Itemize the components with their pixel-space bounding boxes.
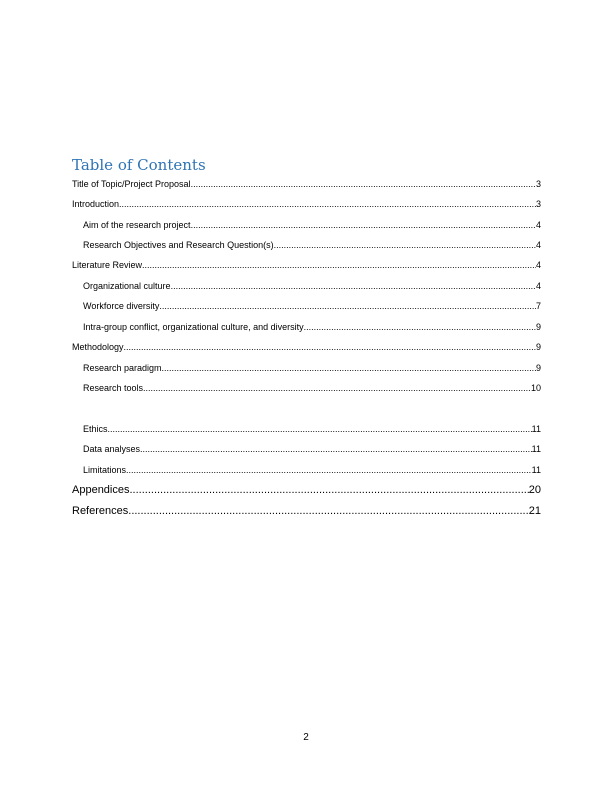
toc-entry-page: 7 (535, 301, 541, 311)
toc-entry-label: Data analyses (83, 444, 141, 454)
toc-entry-page: 9 (535, 363, 541, 373)
toc-entry-intra-group-conflict[interactable] (72, 321, 541, 333)
toc-entry-research-objectives[interactable] (72, 239, 541, 251)
toc-entry-page: 11 (531, 424, 541, 434)
toc-entry-page: 21 (528, 505, 541, 517)
dot-leader (140, 443, 532, 455)
toc-entry-research-tools[interactable] (72, 382, 541, 394)
toc-title: Table of Contents (72, 156, 206, 174)
toc-entry-label: Title of Topic/Project Proposal (72, 179, 191, 189)
toc-entry-organizational-culture[interactable] (72, 280, 541, 292)
toc-entry-label: Aim of the research project (83, 220, 191, 230)
dot-leader (171, 280, 536, 292)
toc-entry-references[interactable] (72, 504, 541, 518)
toc-entry-label: Research tools (83, 383, 144, 393)
toc-entry-label: Research Objectives and Research Question(s) (83, 240, 274, 250)
toc-entry-label: Organizational culture (83, 281, 171, 291)
dot-leader (124, 341, 536, 353)
dot-leader (126, 464, 532, 476)
dot-leader (130, 483, 529, 497)
dot-leader (274, 239, 536, 251)
toc-entry-label: Appendices (72, 484, 130, 496)
toc-entry-label: Workforce diversity (83, 301, 160, 311)
toc-entry-page: 10 (530, 383, 541, 393)
toc-entry-research-paradigm[interactable] (72, 362, 541, 374)
toc-entry-label: Limitations (83, 465, 127, 475)
toc-entry-label: Intra-group conflict, organizational culture, and diversity (83, 322, 304, 332)
toc-entry-label: Literature Review (72, 260, 143, 270)
toc-entry-page: 4 (535, 220, 541, 230)
page-number: 2 (303, 732, 309, 743)
toc-entry-appendices[interactable] (72, 483, 541, 497)
dot-leader (119, 198, 536, 210)
dot-leader (191, 178, 536, 190)
toc-entry-page: 3 (535, 199, 541, 209)
toc-entry-page: 4 (535, 281, 541, 291)
toc-entry-page: 11 (531, 444, 541, 454)
toc-entry-workforce-diversity[interactable] (72, 300, 541, 312)
dot-leader (108, 423, 532, 435)
dot-leader (143, 382, 531, 394)
toc-entry-page: 4 (535, 260, 541, 270)
dot-leader (304, 321, 536, 333)
toc-entry-page: 9 (535, 342, 541, 352)
toc-entry-page: 4 (535, 240, 541, 250)
toc-entry-label: Research paradigm (83, 363, 162, 373)
table-of-contents (72, 0, 541, 792)
toc-entry-title-of-topic[interactable] (72, 178, 541, 190)
toc-entry-literature-review[interactable] (72, 259, 541, 271)
toc-entry-ethics[interactable] (72, 423, 541, 435)
toc-entry-page: 20 (528, 484, 541, 496)
toc-entry-data-analyses[interactable] (72, 443, 541, 455)
dot-leader (128, 504, 528, 518)
dot-leader (142, 259, 536, 271)
dot-leader (191, 219, 536, 231)
toc-entry-methodology[interactable] (72, 341, 541, 353)
toc-entry-label: References (72, 505, 129, 517)
toc-entry-page: 11 (531, 465, 541, 475)
toc-entry-introduction[interactable] (72, 198, 541, 210)
toc-entry-label: Ethics (83, 424, 108, 434)
toc-entry-page: 9 (535, 322, 541, 332)
dot-leader (159, 300, 536, 312)
dot-leader (162, 362, 536, 374)
toc-entry-limitations[interactable] (72, 464, 541, 476)
toc-entry-aim[interactable] (72, 219, 541, 231)
toc-entry-page: 3 (535, 179, 541, 189)
toc-entry-label: Introduction (72, 199, 120, 209)
toc-entry-label: Methodology (72, 342, 124, 352)
